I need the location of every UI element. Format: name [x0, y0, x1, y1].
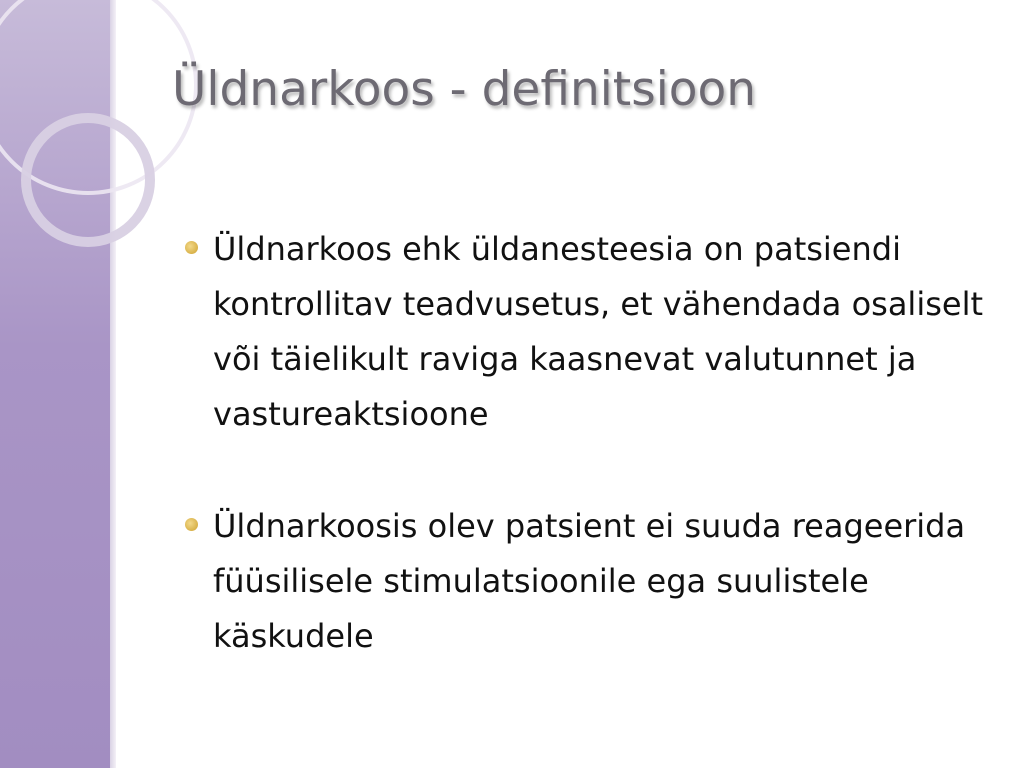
decor-circle-small	[26, 118, 150, 242]
bullet-text: Üldnarkoosis olev patsient ei suuda reageerida füüsilisele stimulatsioonile ega suulistele käskudele	[213, 507, 966, 655]
bullet-item	[185, 499, 985, 664]
bullet-item	[185, 222, 985, 442]
bullet-text: Üldnarkoos ehk üldanesteesia on patsiendi kontrollitav teadvusetus, et vähendada osaliselt või täielikult raviga kaasnevat valutunnet ja vastureaktsioone	[213, 230, 983, 433]
bullet-dot-icon	[185, 518, 198, 531]
slide-title: Üldnarkoos - definitsioon	[172, 62, 757, 117]
bullet-dot-icon	[185, 241, 198, 254]
bullet-list	[185, 222, 985, 664]
decorative-circles	[0, 0, 200, 300]
